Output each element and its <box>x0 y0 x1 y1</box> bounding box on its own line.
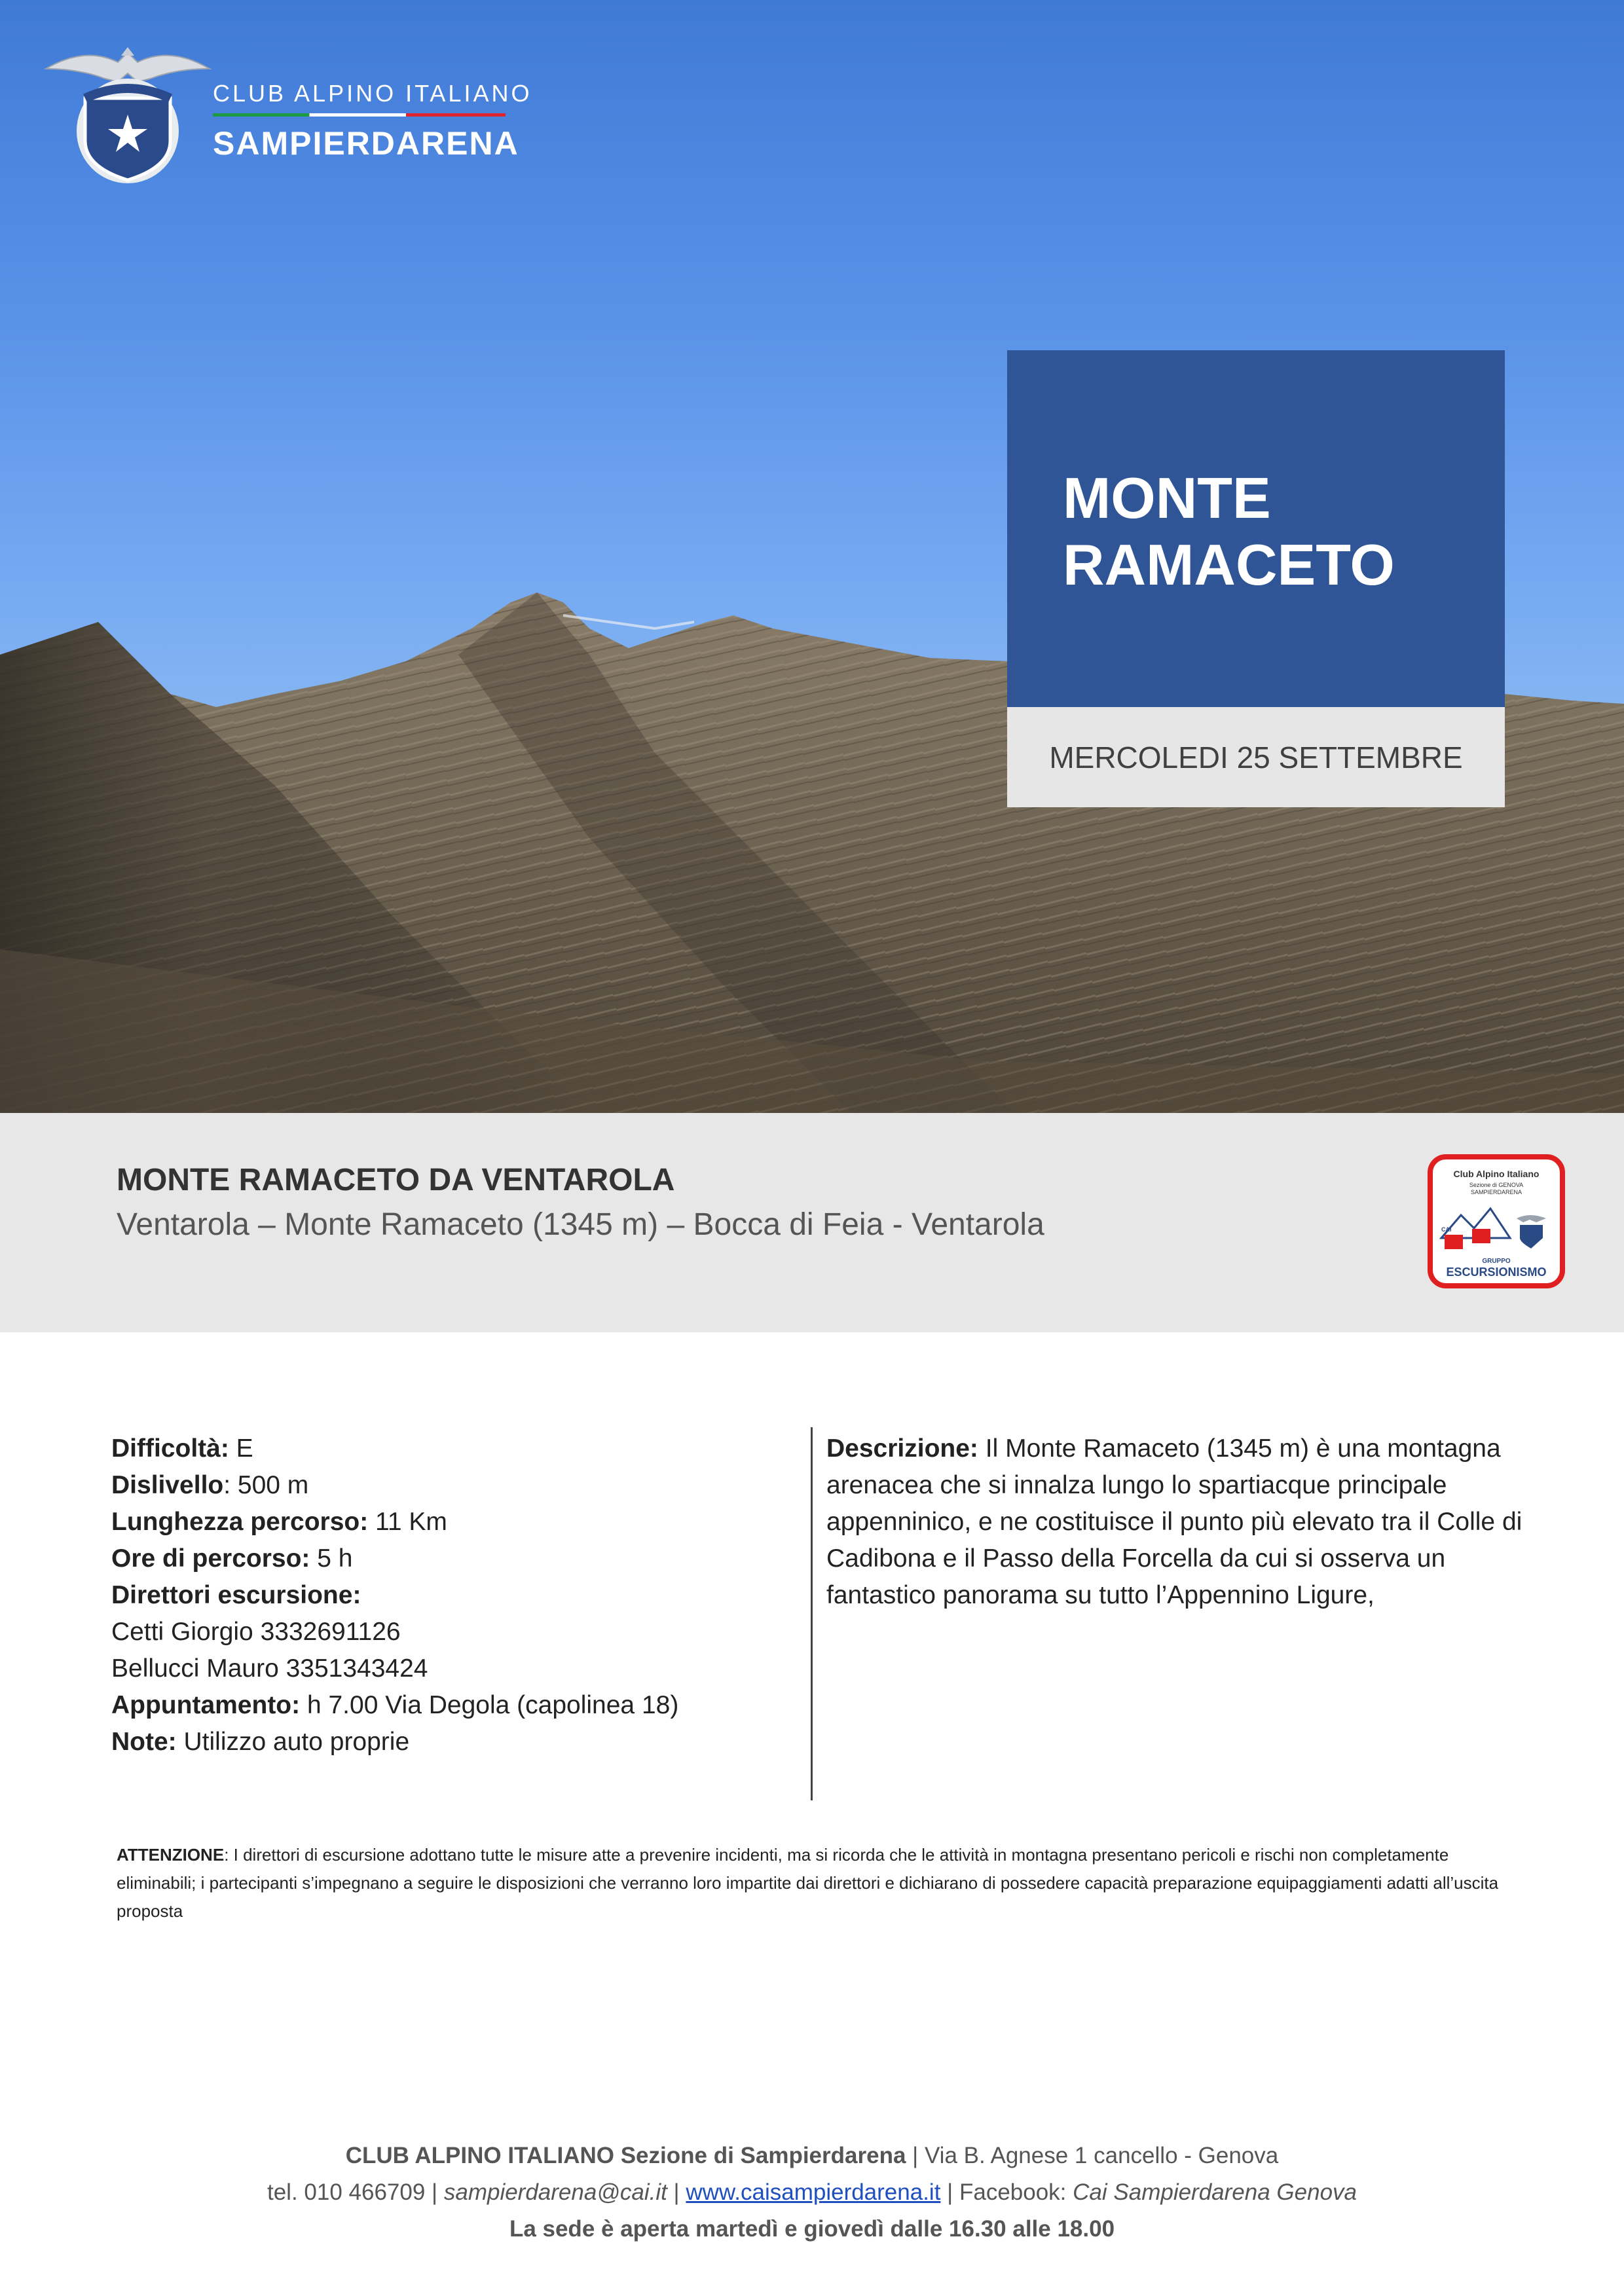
escursionismo-badge <box>1428 1154 1565 1288</box>
footer <box>0 2138 1624 2248</box>
badge-sampierdarena: SAMPIERDARENA <box>1470 1189 1522 1195</box>
meeting-value: h 7.00 Via Degola (capolinea 18) <box>300 1691 679 1719</box>
meeting-label: Appuntamento: <box>111 1691 301 1719</box>
footer-line2 <box>0 2174 1624 2211</box>
hours-row <box>111 1540 792 1577</box>
director-2: Bellucci Mauro 3351343424 <box>111 1654 428 1683</box>
brand-line1: CLUB ALPINO ITALIANO <box>213 80 532 107</box>
column-divider <box>811 1427 813 1800</box>
elevation-value: : 500 m <box>223 1471 309 1499</box>
route-title: MONTE RAMACETO DA VENTAROLA <box>117 1163 675 1197</box>
notes-value: Utilizzo auto proprie <box>176 1728 410 1756</box>
footer-facebook-link[interactable]: Cai Sampierdarena Genova <box>1073 2179 1357 2205</box>
length-value: 11 Km <box>368 1508 447 1536</box>
badge-group: GRUPPO <box>1482 1258 1511 1265</box>
badge-name: ESCURSIONISMO <box>1446 1266 1547 1279</box>
hero-image <box>0 0 1624 1113</box>
page-title: MONTE RAMACETO <box>1063 465 1395 597</box>
cai-logo <box>39 33 532 183</box>
elevation-row <box>111 1467 792 1504</box>
warning-text: : I direttori di escursione adottano tutte le misure atte a prevenire incidenti, ma si ricorda che le attività in montagna presentano pericoli e rischi non completamente eliminabili; i partecipanti s’impegnano a seguire le disposizioni che verranno loro impartite dai direttori e dichiarano di possedere capacità preparazione equipaggiamenti adatti all’uscita proposta <box>117 1845 1499 1921</box>
notes-label: Note: <box>111 1728 177 1756</box>
directors-label: Direttori escursione: <box>111 1581 361 1609</box>
title-box <box>1007 350 1505 707</box>
footer-line1 <box>0 2138 1624 2174</box>
elevation-label: Dislivello <box>111 1471 224 1499</box>
meeting-row <box>111 1687 792 1724</box>
footer-hours: La sede è aperta martedì e giovedì dalle 16.30 alle 18.00 <box>509 2216 1115 2242</box>
footer-org: CLUB ALPINO ITALIANO Sezione di Sampierdarena <box>345 2143 906 2168</box>
footer-tel: tel. 010 466709 | <box>267 2179 444 2205</box>
length-row <box>111 1504 792 1540</box>
badge-cai-text: CAI <box>1441 1226 1452 1233</box>
difficulty-row <box>111 1430 792 1467</box>
notes-row <box>111 1724 792 1760</box>
event-date: MERCOLEDI 25 SETTEMBRE <box>1049 740 1463 774</box>
warning-notice <box>117 1841 1524 1925</box>
hours-value: 5 h <box>310 1544 353 1573</box>
italian-flag-stripe <box>213 113 506 117</box>
date-box <box>1007 707 1505 807</box>
footer-address: | Via B. Agnese 1 cancello - Genova <box>906 2143 1279 2168</box>
director-1: Cetti Giorgio 3332691126 <box>111 1618 401 1646</box>
description-text: Il Monte Ramaceto (1345 m) è una montagna arenacea che si innalza lungo lo spartiacque principale appenninico, e ne costituisce il punto più elevato tra il Colle di Cadibona e il Passo della Forcella da cui si osserva un fantastico panorama su tutto l’Appennino Ligure, <box>826 1434 1522 1609</box>
cai-eagle-emblem <box>39 33 216 183</box>
footer-email-link[interactable]: sampierdarena@cai.it <box>443 2179 667 2205</box>
route-subtitle: Ventarola – Monte Ramaceto (1345 m) – Bocca di Feia - Ventarola <box>117 1207 1044 1242</box>
difficulty-value: E <box>229 1434 253 1463</box>
badge-line1: Club Alpino Italiano <box>1453 1169 1540 1179</box>
description <box>826 1430 1534 1614</box>
length-label: Lunghezza percorso: <box>111 1508 369 1536</box>
footer-separator: | <box>667 2179 686 2205</box>
description-label: Descrizione: <box>826 1434 978 1463</box>
footer-facebook-label: | Facebook: <box>940 2179 1073 2205</box>
brand-line2: SAMPIERDARENA <box>213 125 519 162</box>
badge-line2 <box>1433 1182 1560 1196</box>
footer-website-link[interactable]: www.caisampierdarena.it <box>686 2179 941 2205</box>
directors-row <box>111 1577 792 1614</box>
warning-label: ATTENZIONE <box>117 1845 225 1865</box>
trip-details <box>111 1430 792 1760</box>
hours-label: Ore di percorso: <box>111 1544 310 1573</box>
route-band <box>0 1113 1624 1332</box>
difficulty-label: Difficoltà: <box>111 1434 229 1463</box>
mountain-flags-icon <box>1438 1199 1555 1251</box>
badge-section: Sezione di GENOVA <box>1469 1182 1524 1188</box>
